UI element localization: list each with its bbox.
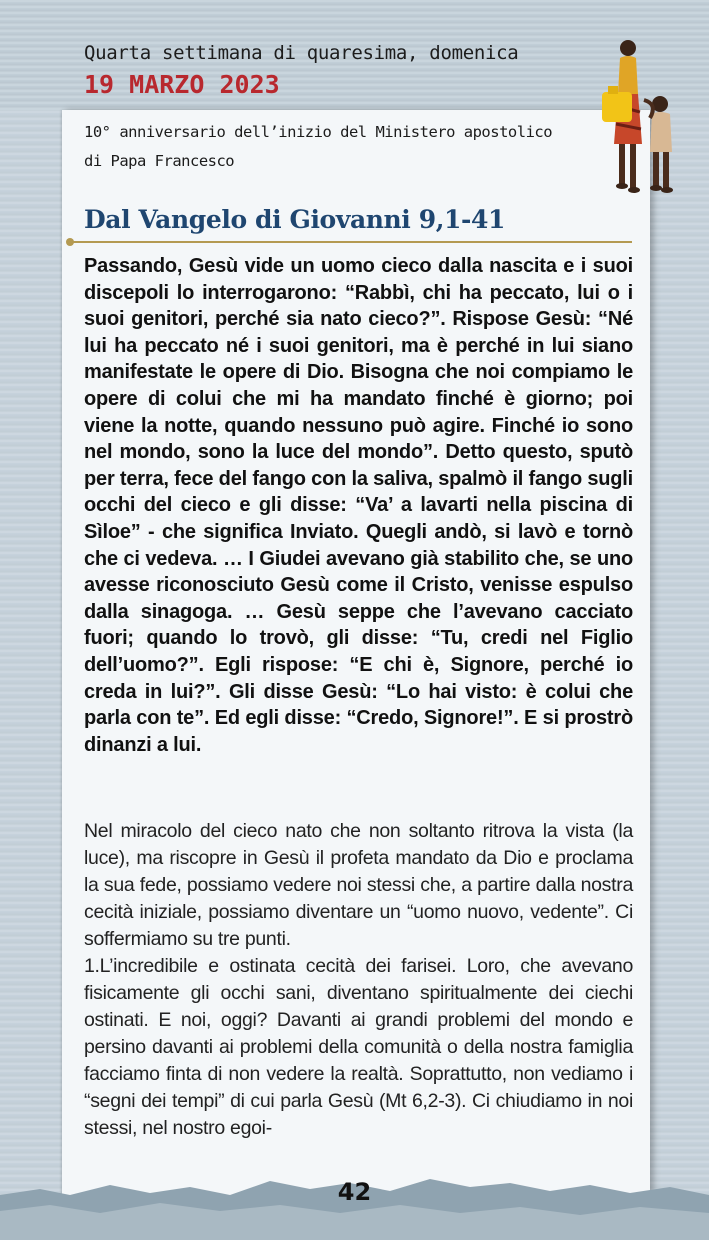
children-water-illustration [598,34,688,204]
commentary-point-1: 1.L’incredibile e ostinata cecità dei farisei. Loro, che avevano fisicamente gli occhi sani, diventano spiritualmente dei ciechi ostinati. E noi, oggi? Davanti ai grandi problemi del mondo e persino davanti ai problemi della comunità o della nostra famiglia facciamo finta di non vedere la realtà. Soprattutto, non vediamo i “segni dei tempi” di cui parla Gesù (Mt 6,2-3). Ci chiudiamo in noi stessi, nel nostro egoi- [84,955,633,1139]
page-number: 42 [337,1178,372,1206]
week-heading: Quarta settimana di quaresima, domenica [84,42,519,64]
commentary-intro: Nel miracolo del cieco nato che non soltanto ritrova la vista (la luce), ma riscopre in Gesù il profeta mandato da Dio e proclama la sua fede, possiamo vedere noi stessi che, a partire dalla nostra cecità iniziale, possiamo diventare un “uomo nuovo, vedente”. Ci soffermiamo su tre punti. [84,820,633,950]
date-heading: 19 MARZO 2023 [84,70,280,99]
commentary [84,818,633,1142]
gospel-title: Dal Vangelo di Giovanni 9,1-41 [84,205,505,234]
anniversary-subtitle: 10° anniversario dell’inizio del Ministero apostolico di Papa Francesco [84,123,553,170]
gospel-text: Passando, Gesù vide un uomo cieco dalla nascita e i suoi discepoli lo interrogarono: “Rabbì, chi ha peccato, lui o i suoi genitori, perché sia nato cieco?”. Rispose Gesù: “Né lui ha peccato né i suoi genitori, ma è perché in lui siano manifestate le opere di Dio. Bisogna che noi compiamo le opere di colui che mi ha mandato finché è giorno; poi viene la notte, quando nessuno può agire. Finché io sono nel mondo, sono la luce del mondo”. Detto questo, sputò per terra, fece del fango con la saliva, spalmò il fango sugli occhi del cieco e gli disse: “Va’ a lavarti nella piscina di Sìloe” - che significa Inviato. Quegli andò, si lavò e tornò che ci vedeva. … I Giudei avevano già stabilito che, se uno avesse riconosciuto Gesù come il Cristo, venisse espulso dalla sinagoga. … Gesù seppe che l’avevano cacciato fuori; quando lo trovò, gli disse: “Tu, credi nel Figlio dell’uomo?”. Egli rispose: “E chi è, Signore, perché io creda in lui?”. Gli disse Gesù: “Lo hai visto: è colui che parla con te”. Ed egli disse: “Credo, Signore!”. E si prostrò dinanzi a lui. [84,255,633,756]
title-rule [70,241,632,243]
title-rule-dot [66,238,74,246]
